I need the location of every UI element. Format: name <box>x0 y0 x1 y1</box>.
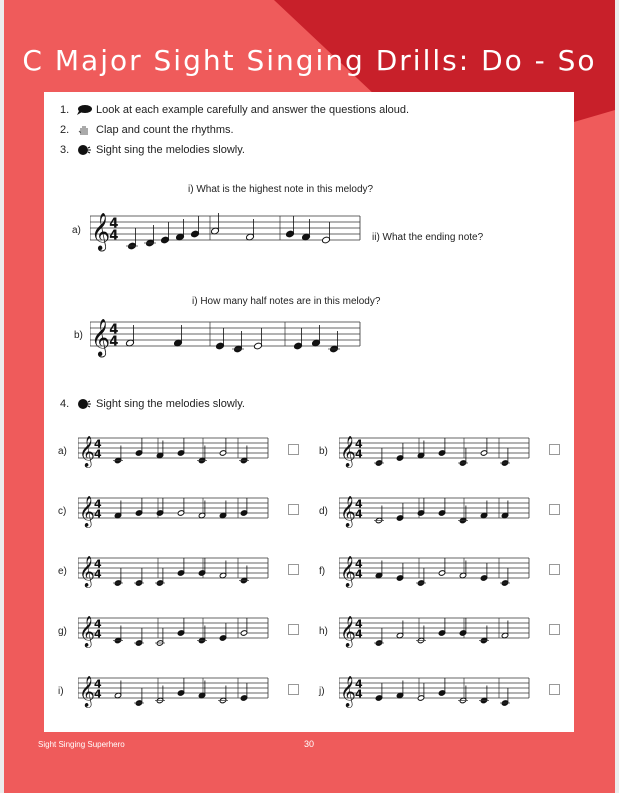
svg-text:𝄞: 𝄞 <box>79 496 95 527</box>
svg-text:𝄞: 𝄞 <box>79 436 95 467</box>
svg-text:4: 4 <box>355 687 363 701</box>
svg-text:𝄞: 𝄞 <box>340 616 356 647</box>
drill-label: d) <box>319 506 328 517</box>
drill-staff <box>339 430 531 470</box>
svg-text:4: 4 <box>355 437 363 451</box>
svg-text:4: 4 <box>94 677 102 691</box>
drill-label: i) <box>58 686 64 697</box>
example-b-label: b) <box>74 330 83 341</box>
drill-staff <box>339 490 531 530</box>
svg-text:4: 4 <box>109 216 119 232</box>
svg-text:4: 4 <box>94 627 102 641</box>
drill-staff <box>78 550 270 590</box>
instruction-1 <box>60 104 409 116</box>
drill-checkbox[interactable] <box>549 624 560 635</box>
drill-staff <box>339 670 531 710</box>
svg-text:4: 4 <box>94 617 102 631</box>
svg-text:4: 4 <box>355 497 363 511</box>
svg-text:𝄞: 𝄞 <box>91 212 111 250</box>
drill-label: j) <box>319 686 325 697</box>
svg-text:𝄞: 𝄞 <box>340 496 356 527</box>
svg-text:𝄞: 𝄞 <box>79 616 95 647</box>
instruction-text: Sight sing the melodies slowly. <box>96 144 245 156</box>
svg-text:4: 4 <box>94 557 102 571</box>
svg-text:𝄞: 𝄞 <box>340 556 356 587</box>
drill-checkbox[interactable] <box>288 444 299 455</box>
footer-book-title: Sight Singing Superhero <box>38 740 125 749</box>
instruction-2 <box>60 124 234 136</box>
drill-checkbox[interactable] <box>549 564 560 575</box>
instruction-number: 4. <box>60 398 70 410</box>
svg-text:4: 4 <box>94 497 102 511</box>
drill-checkbox[interactable] <box>549 684 560 695</box>
page-title: C Major Sight Singing Drills: Do - So <box>22 44 597 77</box>
drill-checkbox[interactable] <box>549 504 560 515</box>
svg-text:4: 4 <box>94 447 102 461</box>
svg-text:4: 4 <box>94 507 102 521</box>
svg-text:4: 4 <box>355 447 363 461</box>
drill-checkbox[interactable] <box>549 444 560 455</box>
instruction-3 <box>60 144 245 156</box>
example-a-staff <box>90 204 370 260</box>
svg-text:4: 4 <box>355 677 363 691</box>
drill-checkbox[interactable] <box>288 504 299 515</box>
drill-checkbox[interactable] <box>288 684 299 695</box>
example-b-staff <box>90 312 370 364</box>
drill-label: b) <box>319 446 328 457</box>
drill-staff <box>78 490 270 530</box>
drill-staff <box>339 610 531 650</box>
svg-text:4: 4 <box>355 507 363 521</box>
instruction-number: 3. <box>60 144 70 156</box>
drill-staff <box>78 670 270 710</box>
drill-label: a) <box>58 446 67 457</box>
instruction-text: Clap and count the rhythms. <box>96 124 234 136</box>
svg-text:4: 4 <box>94 437 102 451</box>
instruction-4 <box>60 398 245 410</box>
svg-text:𝄞: 𝄞 <box>340 676 356 707</box>
example-b-question-1: i) How many half notes are in this melody? <box>192 296 381 307</box>
instruction-text: Sight sing the melodies slowly. <box>96 398 245 410</box>
drill-staff <box>339 550 531 590</box>
svg-text:𝄞: 𝄞 <box>91 318 111 356</box>
example-a-question-1: i) What is the highest note in this melody? <box>188 184 374 195</box>
svg-text:4: 4 <box>355 617 363 631</box>
drill-label: e) <box>58 566 67 577</box>
drill-staff <box>78 610 270 650</box>
singing-head-icon <box>76 398 92 410</box>
drill-staff <box>78 430 270 470</box>
worksheet-page <box>4 0 615 793</box>
instruction-number: 2. <box>60 124 70 136</box>
svg-text:4: 4 <box>355 627 363 641</box>
drill-label: f) <box>319 566 326 577</box>
drill-label: c) <box>58 506 67 517</box>
svg-text:4: 4 <box>94 687 102 701</box>
page-number: 30 <box>304 739 315 749</box>
svg-text:4: 4 <box>355 557 363 571</box>
svg-text:4: 4 <box>109 322 119 338</box>
svg-text:4: 4 <box>109 228 119 244</box>
drill-checkbox[interactable] <box>288 624 299 635</box>
drill-checkbox[interactable] <box>288 564 299 575</box>
svg-text:4: 4 <box>355 567 363 581</box>
clapping-hand-icon <box>76 124 92 136</box>
svg-text:𝄞: 𝄞 <box>79 676 95 707</box>
svg-text:𝄞: 𝄞 <box>79 556 95 587</box>
instruction-number: 1. <box>60 104 70 116</box>
singing-head-icon <box>76 144 92 156</box>
drill-label: g) <box>58 626 67 637</box>
svg-text:4: 4 <box>94 567 102 581</box>
worksheet-card <box>44 92 574 732</box>
speech-bubble-icon <box>76 104 92 116</box>
drill-label: h) <box>319 626 328 637</box>
example-a-question-2: ii) What the ending note? <box>372 232 484 243</box>
svg-text:4: 4 <box>109 334 119 350</box>
svg-text:𝄞: 𝄞 <box>340 436 356 467</box>
example-a-label: a) <box>72 225 81 236</box>
instruction-text: Look at each example carefully and answer the questions aloud. <box>96 104 410 116</box>
